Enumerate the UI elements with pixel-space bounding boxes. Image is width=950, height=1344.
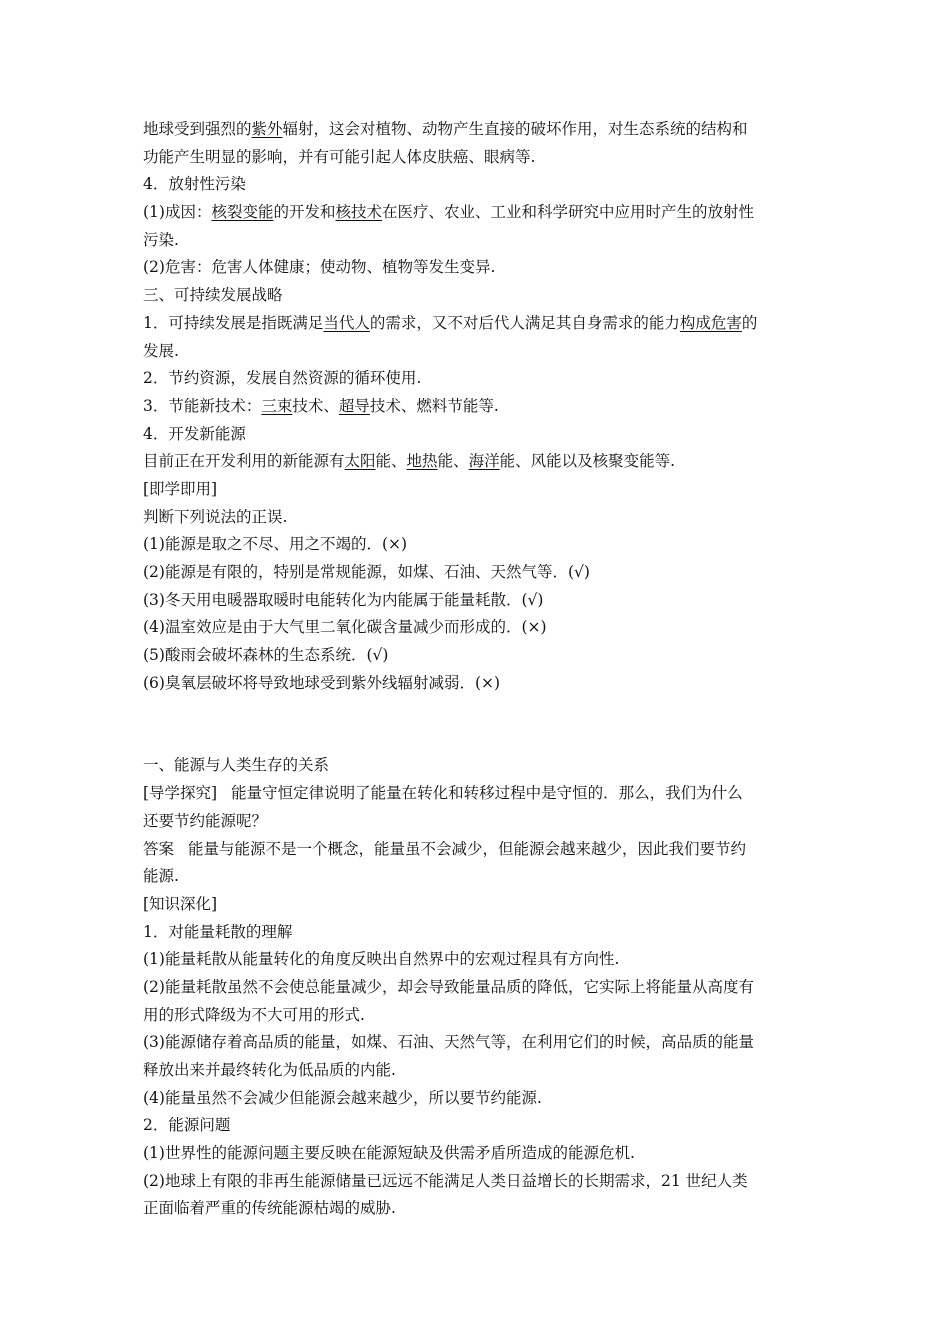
section-heading: 一、能源与人类生存的关系: [143, 756, 330, 775]
text-line: (2)地球上有限的非再生能源储量已远远不能满足人类日益增长的长期需求，21 世纪人类: [143, 1171, 748, 1190]
subheading: 1．对能量耗散的理解: [143, 922, 293, 941]
text-line: (1)世界性的能源问题主要反映在能源短缺及供需矛盾所造成的能源危机.: [143, 1144, 635, 1163]
text-line: 地球受到强烈的紫外辐射，这会对植物、动物产生直接的破坏作用，对生态系统的结构和: [143, 120, 748, 138]
text-line: 目前正在开发利用的新能源有太阳能、地热能、海洋能、风能以及核聚变能等.: [143, 452, 676, 471]
subheading: 4．放射性污染: [143, 175, 246, 194]
blank-answer: 核裂变能: [211, 203, 274, 222]
text-line: 判断下列说法的正误.: [143, 507, 288, 526]
judgement-item: (3)冬天用电暖器取暖时电能转化为内能属于能量耗散．(√): [143, 590, 544, 609]
text-line: 功能产生明显的影响，并有可能引起人体皮肤癌、眼病等.: [143, 147, 536, 166]
guide-question: [导学探究] 能量守恒定律说明了能量在转化和转移过程中是守恒的．那么，我们为什么: [143, 784, 743, 803]
judgement-item: (4)温室效应是由于大气里二氧化碳含量减少而形成的．(×): [143, 618, 547, 637]
judgement-item: (6)臭氧层破坏将导致地球受到紫外线辐射减弱．(×): [143, 673, 501, 692]
blank-answer: 地热: [406, 452, 438, 471]
text-line: (2)危害：危害人体健康；使动物、植物等发生变异.: [143, 258, 496, 277]
judgement-item: (5)酸雨会破坏森林的生态系统．(√): [143, 646, 389, 665]
blank-answer: 超导: [338, 396, 370, 415]
text-line: (1)成因：核裂变能的开发和核技术在医疗、农业、工业和科学研究中应用时产生的放射性: [143, 203, 755, 222]
text-line: 释放出来并最终转化为低品质的内能.: [143, 1061, 396, 1079]
text-line: (2)能量耗散虽然不会使总能量减少，却会导致能量品质的降低，它实际上将能量从高度有: [143, 977, 754, 996]
text-line: (3)能源储存着高品质的能量，如煤、石油、天然气等，在利用它们的时候，高品质的能量: [143, 1033, 754, 1052]
document-page: [143, 116, 813, 1223]
blank-answer: 当代人: [323, 313, 370, 332]
text-line: 2．节约资源，发展自然资源的循环使用.: [143, 369, 422, 388]
text-line: 污染.: [143, 230, 179, 249]
text-line: 3．节能新技术：三束技术、超导技术、燃料节能等.: [143, 396, 499, 415]
judgement-item: (2)能源是有限的，特别是常规能源，如煤、石油、天然气等．(√): [143, 563, 590, 581]
answer-label: 答案: [143, 839, 175, 858]
blank-answer: 三束: [261, 396, 293, 415]
judgement-item: (1)能源是取之不尽、用之不竭的．(×): [143, 535, 408, 554]
text-line: (1)能量耗散从能量转化的角度反映出自然界中的宏观过程具有方向性.: [143, 950, 620, 969]
text-line: (4)能量虽然不会减少但能源会越来越少，所以要节约能源.: [143, 1088, 542, 1107]
blank-answer: 构成危害: [679, 313, 742, 332]
blank-answer: 核技术: [335, 203, 383, 222]
answer-line: 答案 能量与能源不是一个概念，能量虽不会减少，但能源会越来越少，因此我们要节约: [143, 839, 747, 858]
blank-answer: 太阳: [344, 452, 376, 471]
text-line: 1．可持续发展是指既满足当代人的需求，又不对后代人满足其自身需求的能力构成危害的: [143, 313, 758, 332]
text-line: 正面临着严重的传统能源枯竭的威胁.: [143, 1199, 396, 1218]
text-line: 还要节约能源呢？: [143, 811, 268, 830]
text-line: 发展.: [143, 341, 179, 360]
text-line: 用的形式降级为不大可用的形式.: [143, 1005, 365, 1024]
section-spacer: [143, 697, 813, 752]
subheading: 2．能源问题: [143, 1116, 231, 1135]
guide-label: [导学探究]: [143, 784, 218, 803]
label-line: [即学即用]: [143, 479, 218, 498]
blank-answer: 海洋: [468, 452, 500, 471]
subheading: 4．开发新能源: [143, 424, 246, 443]
blank-answer: 紫外: [251, 120, 283, 138]
section-heading: 三、可持续发展战略: [143, 286, 283, 305]
text-line: 能源.: [143, 867, 179, 886]
label-line: [知识深化]: [143, 894, 218, 913]
